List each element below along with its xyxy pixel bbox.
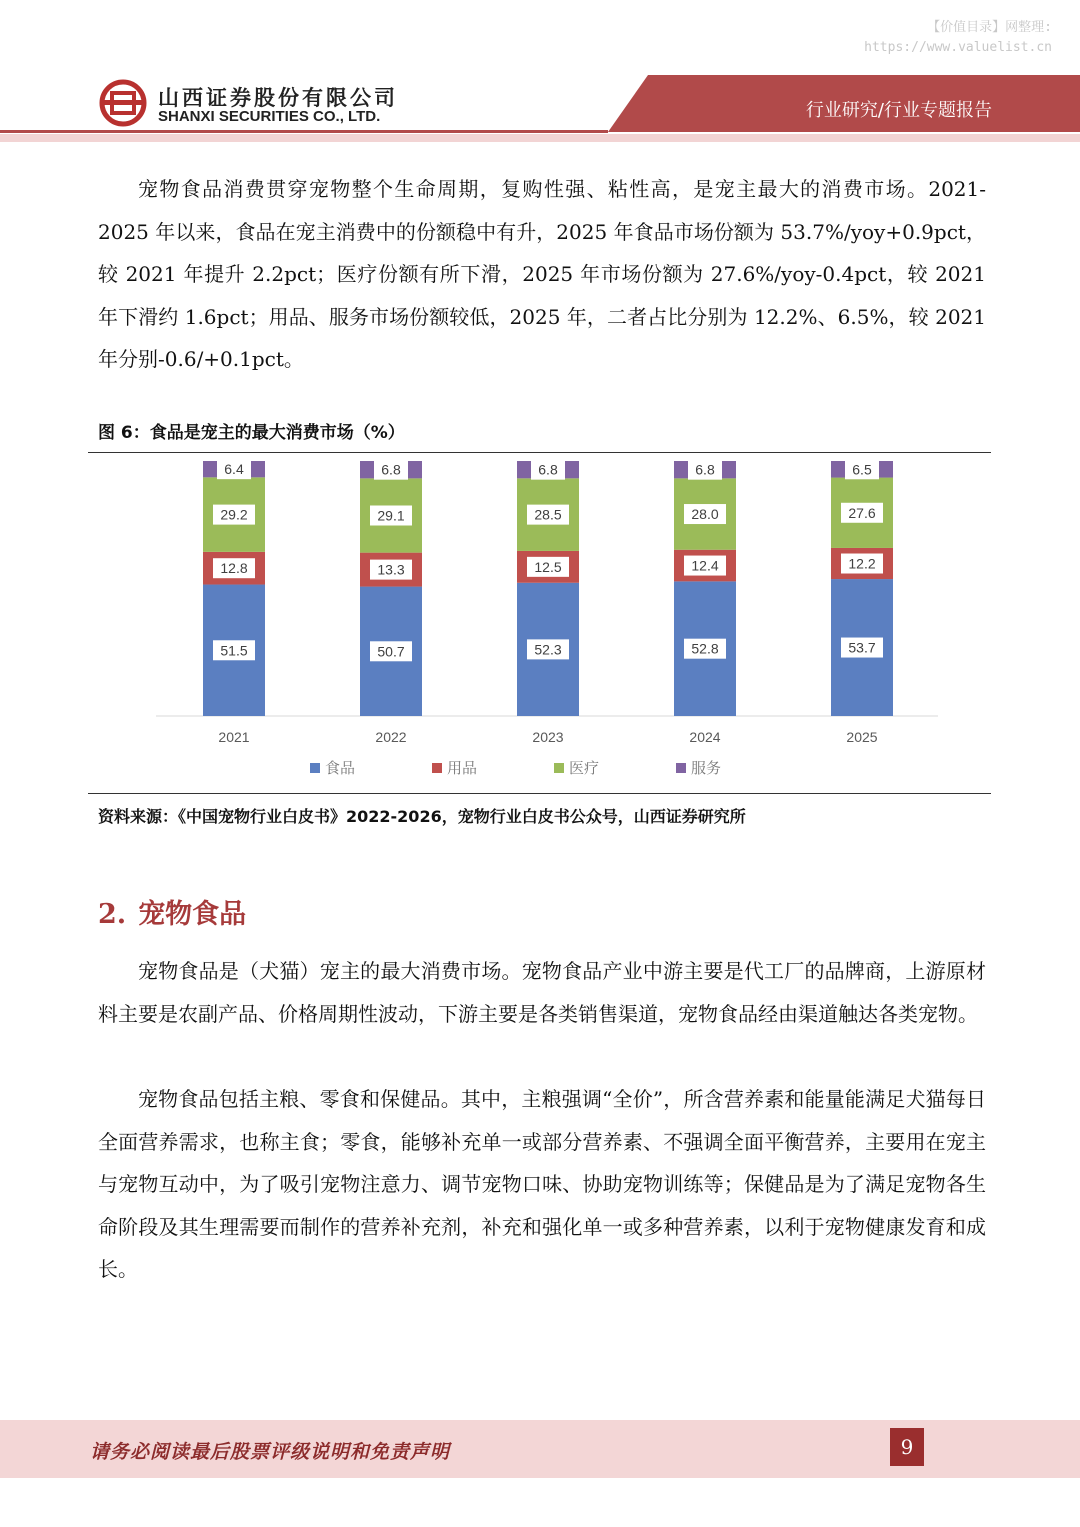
x-tick-label-2025: 2025: [846, 729, 878, 745]
legend-swatch-food: [310, 763, 320, 773]
data-label-medical-2023: 28.5: [534, 506, 562, 523]
watermark: [864, 18, 1052, 58]
paragraph-2: 宠物食品是（犬猫）宠主的最大消费市场。宠物食品产业中游主要是代工厂的品牌商，上游原材料主要是农副产品、价格周期性波动，下游主要是各类销售渠道，宠物食品经由渠道触达各类宠物。: [98, 959, 986, 1026]
legend-item-food: [310, 757, 355, 778]
x-tick-label-2022: 2022: [375, 729, 407, 745]
data-label-food-2025: 53.7: [848, 639, 876, 656]
legend-label-services: 服务: [691, 759, 722, 777]
data-label-food-2023: 52.3: [534, 641, 562, 658]
stacked-bar-chart: [150, 455, 950, 750]
figure-source: 资料来源：《中国宠物行业白皮书》2022-2026，宠物行业白皮书公众号，山西证券研究所: [98, 807, 746, 826]
data-label-food-2022: 50.7: [377, 643, 405, 660]
data-label-food-2021: 51.5: [220, 642, 248, 659]
watermark-line-1: 【价值目录】网整理:: [927, 20, 1052, 35]
company-name-en: SHANXI SECURITIES CO., LTD.: [158, 108, 381, 125]
report-category: 行业研究/行业专题报告: [805, 100, 992, 121]
legend-swatch-services: [676, 763, 686, 773]
data-label-services-2024: 6.8: [695, 461, 715, 478]
legend-swatch-supplies: [432, 763, 442, 773]
figure-title: 图 6：食品是宠主的最大消费市场（%）: [98, 423, 405, 443]
data-label-supplies-2024: 12.4: [691, 557, 719, 574]
data-label-services-2021: 6.4: [224, 461, 244, 478]
chart-legend: [0, 757, 1080, 779]
company-logo-icon: [100, 82, 146, 124]
section-heading: [98, 892, 246, 931]
legend-label-food: 食品: [325, 759, 356, 777]
paragraph-3: 宠物食品包括主粮、零食和保健品。其中，主粮强调“全价”，所含营养素和能量能满足犬猫每日全面营养需求，也称主食；零食，能够补充单一或部分营养素、不强调全面平衡营养，主要用在宠主与宠物互动中，为了吸引宠物注意力、调节宠物口味、协助宠物训练等；保健品是为了满足宠物各生命阶段及其生理需要而制作的营养补充剂，补充和强化单一或多种营养素，以利于宠物健康发育和成长。: [98, 1087, 986, 1281]
page-header: [0, 70, 1080, 145]
data-label-services-2022: 6.8: [381, 461, 401, 478]
footer-disclaimer: 请务必阅读最后股票评级说明和免责声明: [90, 1441, 451, 1463]
data-label-medical-2022: 29.1: [377, 507, 405, 524]
section-title-text: 宠物食品: [138, 899, 247, 930]
data-label-supplies-2025: 12.2: [848, 555, 876, 572]
x-tick-label-2024: 2024: [689, 729, 721, 745]
x-tick-label-2023: 2023: [532, 729, 564, 745]
legend-item-medical: [554, 757, 599, 778]
legend-label-supplies: 用品: [447, 759, 478, 777]
x-tick-label-2021: 2021: [218, 729, 250, 745]
chart-marks: [156, 459, 938, 745]
header-pink-strip: [0, 134, 1080, 142]
legend-swatch-medical: [554, 763, 564, 773]
paragraph-1: 宠物食品消费贯穿宠物整个生命周期，复购性强、粘性高，是宠主最大的消费市场。2021-2025 年以来，食品在宠主消费中的份额稳中有升，2025 年食品市场份额为 53.7%/yoy+0.9pct，较 2021 年提升 2.2pct；医疗份额有所下滑，2025 年市场份额为 27.6%/yoy-0.4pct，较 2021 年下滑约 1.6pct；用品、服务市场份额较低，2025 年，二者占比分别为 12.2%、6.5%，较 2021 年分别-0.6/+0.1pct。: [98, 177, 986, 371]
data-label-services-2023: 6.8: [538, 461, 558, 478]
section-number: 2.: [98, 899, 127, 930]
data-label-supplies-2022: 13.3: [377, 561, 405, 578]
legend-item-supplies: [432, 757, 477, 778]
legend-label-medical: 医疗: [569, 759, 600, 777]
watermark-line-2: https://www.valuelist.cn: [864, 40, 1052, 55]
page-number: 9: [890, 1428, 924, 1466]
data-label-medical-2024: 28.0: [691, 506, 719, 523]
company-name-cn: 山西证券股份有限公司: [158, 86, 398, 110]
data-label-food-2024: 52.8: [691, 640, 719, 657]
data-label-supplies-2023: 12.5: [534, 558, 562, 575]
figure-bottom-rule: [88, 793, 991, 794]
data-label-supplies-2021: 12.8: [220, 560, 248, 577]
figure-top-rule: [88, 452, 991, 453]
data-label-services-2025: 6.5: [852, 461, 872, 478]
header-underline: [0, 130, 608, 133]
data-label-medical-2021: 29.2: [220, 506, 248, 523]
data-label-medical-2025: 27.6: [848, 504, 876, 521]
legend-item-services: [676, 757, 721, 778]
